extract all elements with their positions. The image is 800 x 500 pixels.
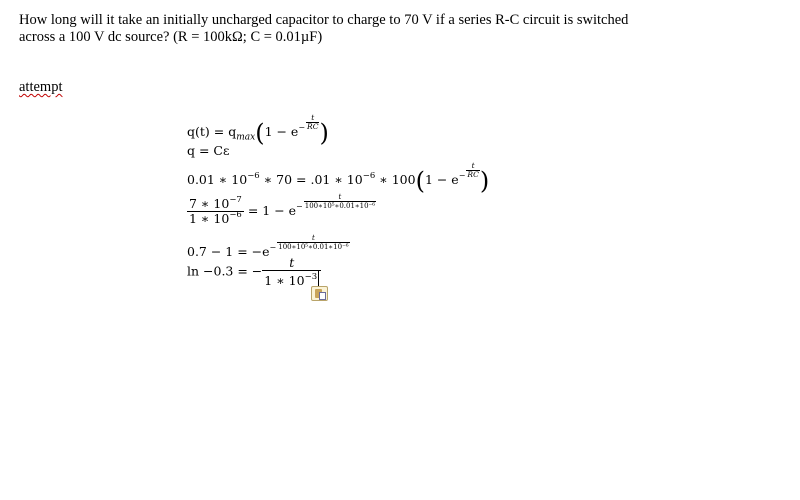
eq3-part2: ∗ 70 = .01 ∗ 10 [259,172,363,187]
eq4-denominator [187,211,244,226]
question-text [19,12,779,46]
eq1-one-minus-e: 1 − e [264,124,299,139]
eq5-exp-den: 100∗10⁵∗0.01∗10⁻⁶ [278,243,349,251]
eq3-exp-num: t [471,161,475,170]
eq3-close-paren: ) [479,167,490,195]
eq4-num-exp: −7 [229,195,242,205]
eq4-den: 1 ∗ 10 [189,211,230,226]
eq1-exponent-fraction [306,114,319,131]
eq1-open-paren: ( [255,119,265,147]
eq1-exp-num: t [311,113,315,122]
eq1-lhs: q(t) = q [187,124,237,139]
eq3-exponent-fraction [466,162,479,179]
paper-sheet-shape [319,292,326,300]
eq6-lhs: ln −0.3 = − [187,263,263,279]
paste-options-icon[interactable] [311,286,328,301]
eq4-fraction [187,197,244,226]
eq4-exp-neg: − [296,202,303,211]
eq4-den-exp: −6 [229,210,242,220]
eq5-exp-neg: − [269,243,277,252]
eq4-exp-num: t [338,193,342,201]
eq3-exp-neg: − [458,171,466,180]
eq2-text: q = Cε [187,143,230,158]
text-cursor [318,271,319,287]
eq1-close-paren: ) [319,119,329,147]
eq6-fraction [262,256,321,288]
eq3-one-minus-e: 1 − e [424,172,459,187]
eq3-part3: ∗ 100 [375,172,416,187]
eq1-exp-den: RC [307,122,319,131]
eq5-lhs: 0.7 − 1 = −e [187,244,270,259]
eq5-exp-num: t [312,234,315,242]
eq4-exponent-fraction [304,193,376,210]
question-line-1: How long will it take an initially uncharged capacitor to charge to 70 V if a series R-C circuit is switched [19,12,629,28]
eq6-num: t [289,255,295,270]
eq4-rhs: = 1 − e [243,203,297,218]
question-line-2: across a 100 V dc source? (R = 100kΩ; C = 0.01µF) [19,29,323,45]
eq4-numerator [187,197,244,211]
eq4-num: 7 ∗ 10 [189,196,230,211]
eq6-den-exp: −3 [304,272,318,282]
attempt-label: attempt [19,79,63,95]
eq1-sub: max [236,132,256,143]
eq3-part1: 0.01 ∗ 10 [187,172,248,187]
eq3-exp2: −6 [362,171,376,181]
equation-3[interactable] [187,162,489,195]
eq3-open-paren: ( [415,167,425,195]
eq3-exp1: −6 [247,171,260,181]
equation-4[interactable] [187,193,376,226]
equation-6[interactable] [187,256,321,288]
equation-2[interactable] [187,143,229,158]
eq5-exponent-fraction [277,234,349,251]
eq3-exp-den: RC [467,170,479,179]
eq6-den: 1 ∗ 10 [264,273,305,288]
eq1-exp-neg: − [298,123,306,132]
eq4-exp-den: 100∗10⁵∗0.01∗10⁻⁶ [304,202,376,210]
